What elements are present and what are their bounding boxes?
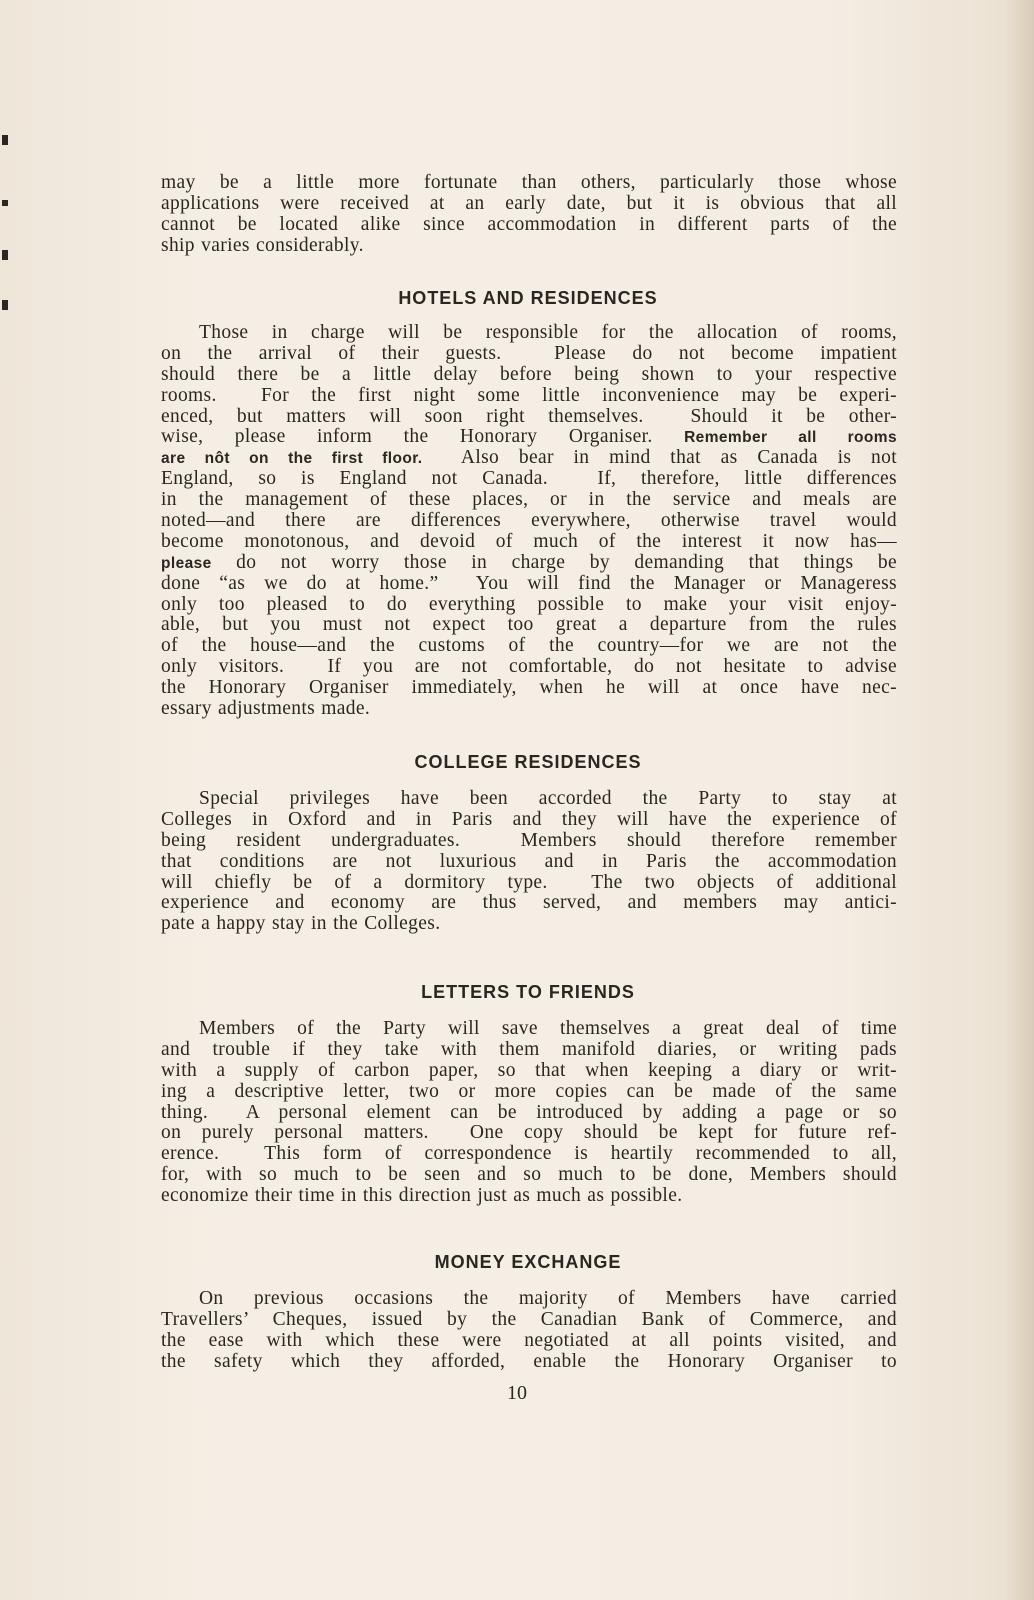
text-span: Members of the Party will save themselves a great deal of time [199,1018,897,1039]
text-line [161,1165,897,1186]
text-span: on the arrival of their guests. Please do not become impatient [161,342,897,364]
text-line [161,365,897,386]
text-line [161,1310,897,1331]
section-heading: MONEY EXCHANGE [434,1252,622,1272]
text-span: the safety which they afforded, enable the Honorary Organiser to [161,1350,897,1372]
text-span: economize their time in this direction just as much as possible. [161,1185,683,1207]
text-span: with a supply of carbon paper, so that when keeping a diary or writ- [161,1059,897,1081]
bold-emphasis: please [161,554,212,572]
text-span: Those in charge will be responsible for the allocation of rooms, [199,322,897,343]
text-span: wise, please inform the Honorary Organiser. [161,426,685,448]
section-heading: HOTELS AND RESIDENCES [398,288,658,308]
text-span: only visitors. If you are not comfortable, do not hesitate to advise [161,656,897,678]
text-line [161,1331,897,1352]
text-line [161,831,897,852]
text-line [161,1123,897,1144]
text-line [161,678,897,699]
paragraph [161,789,897,935]
text-line [161,427,897,448]
text-span: being resident undergraduates. Members should therefore remember [161,829,897,851]
text-span: done “as we do at home.” You will find the Manager or Manageress [161,572,897,594]
text-line [161,215,897,236]
text-span: that conditions are not luxurious and in Paris the accommodation [161,850,897,872]
text-span: Also bear in mind that as Canada is not [422,447,897,469]
text-span: Special privileges have been accorded the Party to stay at [199,788,897,809]
text-span: in the management of these places, or in the service and meals are [161,489,897,511]
text-line [161,448,897,469]
text-span: ing a descriptive letter, two or more copies can be made of the same [161,1080,897,1102]
text-line [161,852,897,873]
text-line [161,636,897,657]
text-span: cannot be located alike since accommodation in different parts of the [161,213,897,235]
text-span: for, with so much to be seen and so much to be done, Members should [161,1164,897,1186]
text-line [161,1040,897,1061]
text-span: will chiefly be of a dormitory type. The two objects of additional [161,871,897,893]
text-line [161,532,897,553]
text-span: should there be a little delay before being shown to your respective [161,363,897,385]
bold-emphasis: Remember all rooms [684,429,897,447]
text-span: of the house—and the customs of the country—for we are not the [161,635,897,657]
text-span: on purely personal matters. One copy should be kept for future ref- [161,1122,897,1144]
text-line [161,511,897,532]
text-span: and trouble if they take with them manifold diaries, or writing pads [161,1038,897,1060]
paragraph [161,1289,897,1373]
text-line [161,1352,897,1373]
bold-emphasis: are nôt on the first floor. [161,450,423,468]
text-line [161,1082,897,1103]
scan-edge-mark [2,200,8,206]
text-span: the Honorary Organiser immediately, when he will at once have nec- [161,677,897,699]
text-line [161,574,897,595]
text-line [161,386,897,407]
scan-edge-mark [2,135,8,145]
text-line [161,1103,897,1124]
text-line [161,1289,897,1310]
paragraph [161,173,897,257]
text-span: experience and economy are thus served, and members may antici- [161,892,897,914]
text-span: applications were received at an early date, but it is obvious that all [161,192,897,214]
page-number: 10 [507,1382,527,1404]
text-span: noted—and there are differences everywhere, otherwise travel would [161,510,897,532]
text-line [161,469,897,490]
text-line [161,1144,897,1165]
section-heading: COLLEGE RESIDENCES [414,752,642,772]
text-line [161,615,897,636]
section-heading: LETTERS TO FRIENDS [421,982,635,1002]
text-line [161,173,897,194]
text-span: able, but you must not expect too great a departure from the rules [161,614,897,636]
text-line [161,490,897,511]
text-line [161,699,897,720]
text-span: rooms. For the first night some little inconvenience may be experi- [161,384,897,406]
text-span: ship varies considerably. [161,234,364,256]
text-line [161,789,897,810]
text-line [161,323,897,344]
text-line [161,194,897,215]
text-span: England, so is England not Canada. If, therefore, little differences [161,468,897,490]
text-line [161,344,897,365]
text-span: enced, but matters will soon right themselves. Should it be other- [161,405,897,427]
paragraph [161,1019,897,1207]
text-span: Travellers’ Cheques, issued by the Canadian Bank of Commerce, and [161,1308,897,1330]
text-span: do not worry those in charge by demanding that things be [211,551,897,573]
text-span: pate a happy stay in the Colleges. [161,913,441,935]
text-line [161,1019,897,1040]
text-line [161,893,897,914]
text-line [161,914,897,935]
text-span: Colleges in Oxford and in Paris and they will have the experience of [161,808,897,830]
text-line [161,407,897,428]
text-line [161,236,897,257]
text-line [161,1186,897,1207]
text-span: essary adjustments made. [161,698,371,720]
text-line [161,595,897,616]
text-span: the ease with which these were negotiated at all points visited, and [161,1329,897,1351]
text-span: may be a little more fortunate than others, particularly those whose [161,172,897,193]
scan-edge-mark [2,250,8,260]
text-line [161,810,897,831]
text-span: erence. This form of correspondence is heartily recommended to all, [161,1143,897,1165]
text-line [161,657,897,678]
text-span: On previous occasions the majority of Members have carried [199,1288,897,1309]
text-span: become monotonous, and devoid of much of the interest it now has— [161,530,897,552]
text-line [161,553,897,574]
text-line [161,1061,897,1082]
paragraph [161,323,897,720]
text-span: thing. A personal element can be introduced by adding a page or so [161,1101,897,1123]
text-span: only too pleased to do everything possible to make your visit enjoy- [161,593,897,615]
text-line [161,873,897,894]
